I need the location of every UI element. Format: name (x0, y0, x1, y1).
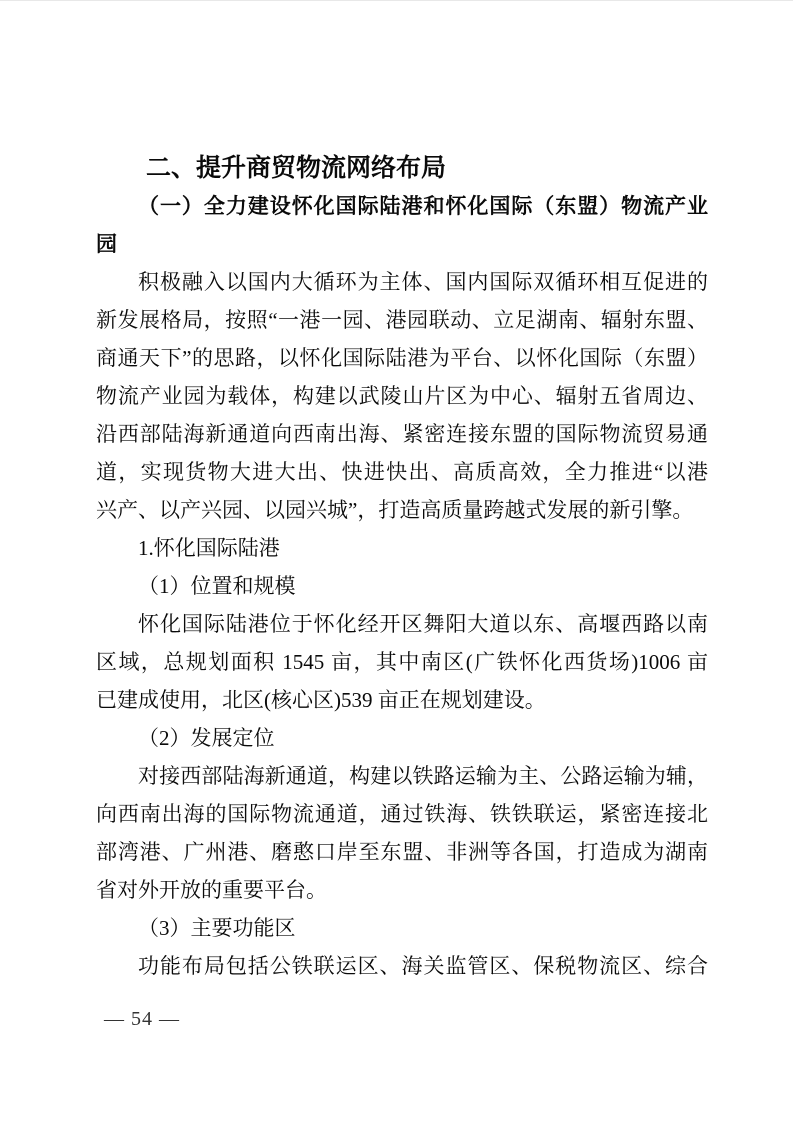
paragraph-positioning-line: 部湾港、广州港、磨憨口岸至东盟、非洲等各国，打造成为湖南 (96, 840, 708, 864)
sub-item-heading-1-line: （1）位置和规模 (138, 574, 296, 598)
paragraph-location-scale-line: 怀化国际陆港位于怀化经开区舞阳大道以东、高堰西路以南 (138, 612, 708, 636)
paragraph-overview-line: 新发展格局，按照“一港一园、港园联动、立足湖南、辐射东盟、 (96, 308, 708, 332)
paragraph-overview-line: 沿西部陆海新通道向西南出海、紧密连接东盟的国际物流贸易通 (96, 422, 708, 446)
page-number: — 54 — (104, 1008, 180, 1030)
paragraph-overview-line: 兴产、以产兴园、以园兴城”，打造高质量跨越式发展的新引擎。 (96, 498, 694, 522)
paragraph-overview-line: 商通天下”的思路，以怀化国际陆港为平台、以怀化国际（东盟） (96, 346, 708, 370)
paragraph-functional-zones-line: 功能布局包括公铁联运区、海关监管区、保税物流区、综合 (138, 954, 708, 978)
subsection-heading-line: （一）全力建设怀化国际陆港和怀化国际（东盟）物流产业 (138, 194, 708, 218)
paragraph-location-scale-line: 区域，总规划面积 1545 亩，其中南区(广铁怀化西货场)1006 亩 (96, 650, 708, 674)
paragraph-overview-line: 物流产业园为载体，构建以武陵山片区为中心、辐射五省周边、 (96, 384, 708, 408)
paragraph-positioning-line: 对接西部陆海新通道，构建以铁路运输为主、公路运输为辅， (138, 764, 708, 788)
section-heading-line: 二、提升商贸物流网络布局 (146, 154, 447, 182)
paragraph-location-scale-line: 已建成使用，北区(核心区)539 亩正在规划建设。 (96, 688, 546, 712)
item-heading-1-line: 1.怀化国际陆港 (138, 536, 280, 560)
paragraph-overview-line: 积极融入以国内大循环为主体、国内国际双循环相互促进的 (138, 270, 708, 294)
paragraph-positioning-line: 向西南出海的国际物流通道，通过铁海、铁铁联运，紧密连接北 (96, 802, 708, 826)
paragraph-positioning-line: 省对外开放的重要平台。 (96, 878, 327, 902)
sub-item-heading-2-line: （2）发展定位 (138, 726, 275, 750)
subsection-heading-line: 园 (96, 232, 117, 256)
paragraph-overview-line: 道，实现货物大进大出、快进快出、高质高效，全力推进“以港 (96, 460, 708, 484)
document-body (96, 149, 708, 985)
sub-item-heading-3-line: （3）主要功能区 (138, 916, 296, 940)
